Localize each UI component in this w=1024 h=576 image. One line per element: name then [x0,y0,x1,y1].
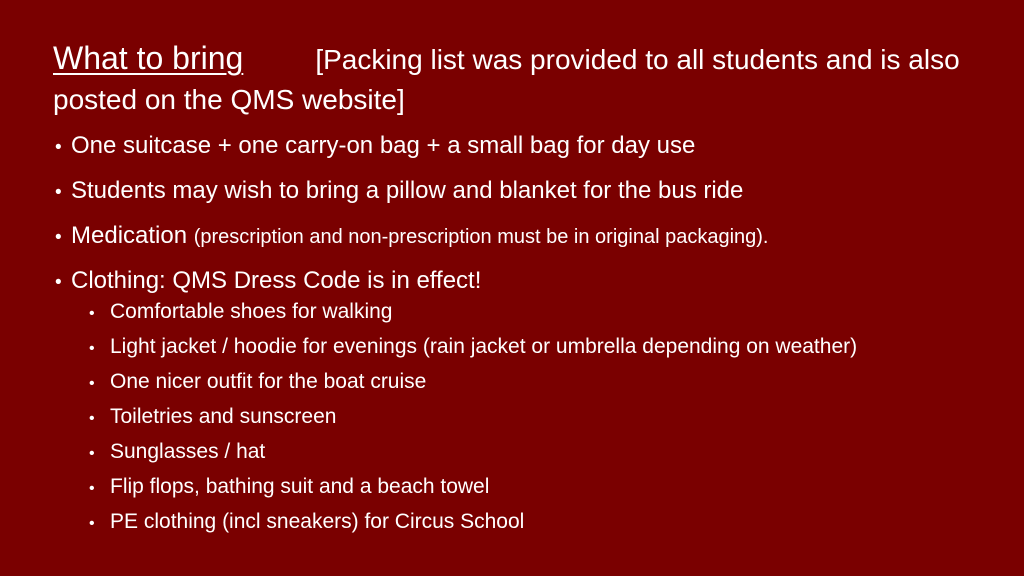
bullet-list [55,132,1005,545]
bullet-dot-icon: • [89,375,95,392]
bullet-item [55,267,1005,297]
slide-subtitle: [Packing list was provided to all students and is also posted on the QMS website] [53,44,960,115]
slide-title-block [53,38,993,120]
bullet-text: Students may wish to bring a pillow and blanket for the bus ride [71,177,744,204]
bullet-dot-icon: • [89,305,95,322]
bullet-text-wrap [71,222,768,251]
bullet-item [55,222,1005,252]
bullet-dot-icon: • [89,480,95,497]
bullet-text: Medication [71,222,188,249]
bullet-item [55,177,1005,207]
bullet-note: (prescription and non-prescription must be in original packaging). [193,226,769,248]
sub-bullet-item [89,510,1005,536]
sub-bullet-text: Toiletries and sunscreen [110,405,337,428]
bullet-dot-icon: • [55,227,62,248]
bullet-dot-icon: • [89,515,95,532]
bullet-dot-icon: • [55,272,62,293]
clothing-sublist [55,300,1005,536]
sub-bullet-item [89,370,1005,396]
bullet-dot-icon: • [55,137,62,158]
sub-bullet-text: Light jacket / hoodie for evenings (rain jacket or umbrella depending on weather) [110,335,858,358]
sub-bullet-text: PE clothing (incl sneakers) for Circus School [110,510,525,533]
sub-bullet-item [89,405,1005,431]
bullet-text: One suitcase + one carry-on bag + a small bag for day use [71,132,696,159]
bullet-dot-icon: • [55,182,62,203]
sub-bullet-text: One nicer outfit for the boat cruise [110,370,427,393]
sub-bullet-item [89,440,1005,466]
sub-bullet-item [89,300,1005,326]
bullet-dot-icon: • [89,410,95,427]
sub-bullet-text: Sunglasses / hat [110,440,266,463]
sub-bullet-text: Comfortable shoes for walking [110,300,393,323]
bullet-item [55,132,1005,162]
sub-bullet-text: Flip flops, bathing suit and a beach towel [110,475,490,498]
sub-bullet-item [89,335,1005,361]
bullet-dot-icon: • [89,445,95,462]
bullet-dot-icon: • [89,340,95,357]
slide-title: What to bring [53,40,244,76]
bullet-text: Clothing: QMS Dress Code is in effect! [71,267,482,294]
sub-bullet-item [89,475,1005,501]
